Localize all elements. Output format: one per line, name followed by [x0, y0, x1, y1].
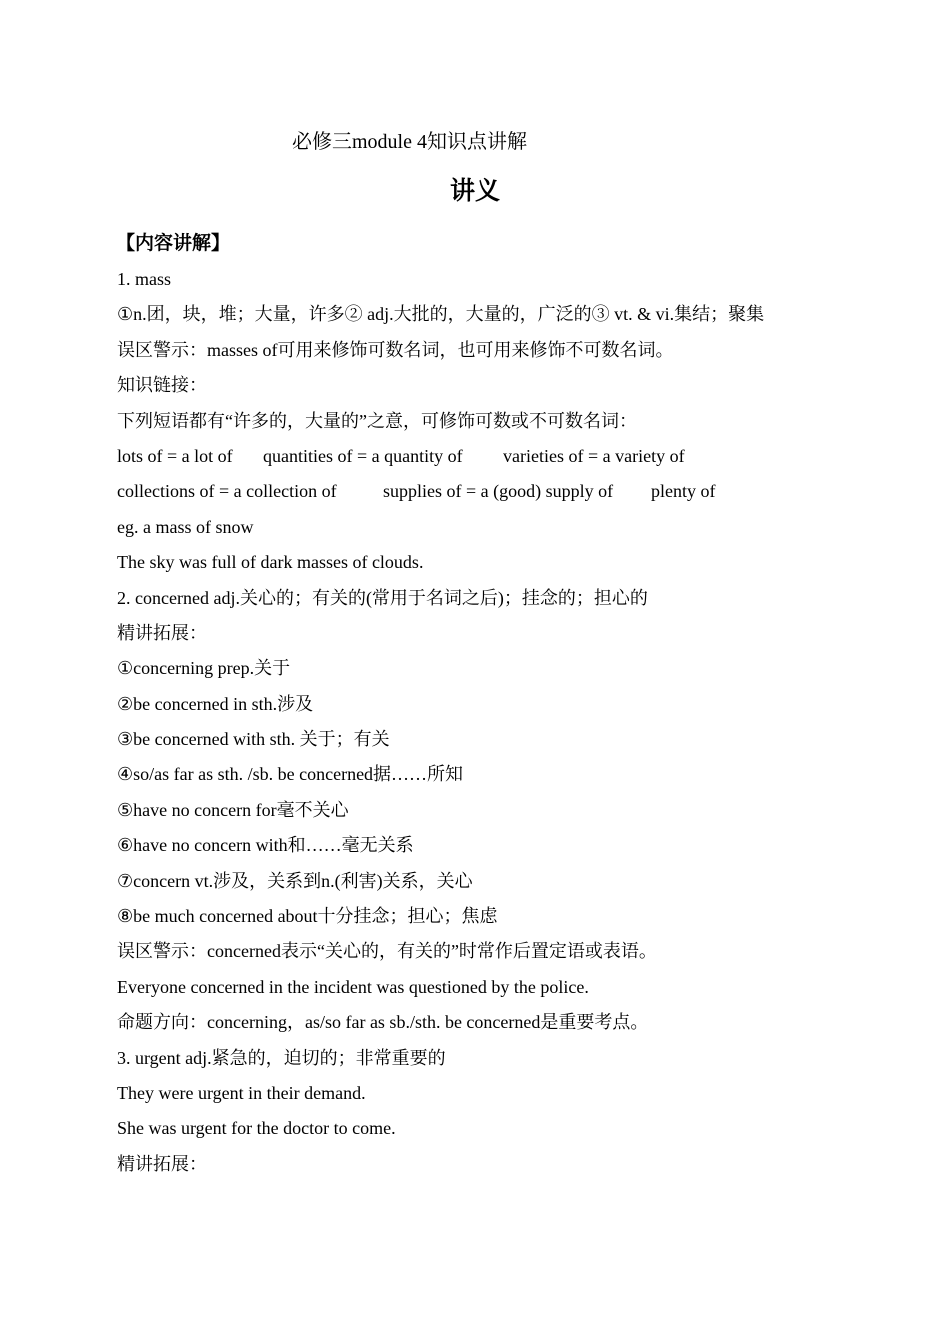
text-line: 2. concerned adj.关心的；有关的(常用于名词之后)；挂念的；担心的	[117, 587, 648, 608]
section-heading: 【内容讲解】	[116, 233, 231, 254]
text-line: ②be concerned in sth.涉及	[117, 693, 314, 714]
phrase-row	[117, 439, 837, 474]
phrase-cell: quantities of = a quantity of	[263, 445, 463, 466]
text-line: 精讲拓展：	[117, 1153, 207, 1174]
text-line: 命题方向：concerning，as/so far as sb./sth. be concerned是重要考点。	[117, 1012, 649, 1033]
text-line: She was urgent for the doctor to come.	[117, 1118, 396, 1139]
phrase-cell: varieties of = a variety of	[503, 445, 685, 466]
phrase-cell: supplies of = a (good) supply of	[383, 481, 614, 502]
text-line: 精讲拓展：	[117, 622, 207, 643]
text-line: 3. urgent adj.紧急的，迫切的；非常重要的	[117, 1047, 446, 1068]
phrase-cell: collections of = a collection of	[117, 481, 337, 502]
text-line: 知识链接：	[117, 375, 207, 396]
text-line: Everyone concerned in the incident was questioned by the police.	[117, 976, 589, 997]
document-subtitle: 讲义	[449, 178, 500, 205]
phrase-cell: lots of = a lot of	[117, 445, 233, 466]
document-body	[117, 262, 837, 1182]
phrase-cell: plenty of	[651, 481, 716, 502]
text-line: ①n.团，块，堆；大量，许多② adj.大批的，大量的，广泛的③ vt. & vi.集结；聚集	[117, 304, 765, 325]
phrase-row	[117, 474, 837, 509]
text-line: ③be concerned with sth. 关于；有关	[117, 729, 390, 750]
text-line: 1. mass	[117, 269, 171, 289]
text-line: 下列短语都有“许多的，大量的”之意，可修饰可数或不可数名词：	[117, 410, 637, 431]
text-line: ①concerning prep.关于	[117, 658, 291, 679]
text-line: The sky was full of dark masses of clouds.	[117, 552, 424, 573]
text-line: ⑧be much concerned about十分挂念；担心；焦虑	[117, 906, 498, 927]
text-line: ⑦concern vt.涉及，关系到n.(利害)关系，关心	[117, 870, 473, 891]
text-line: They were urgent in their demand.	[117, 1082, 366, 1103]
document-title: 必修三module 4知识点讲解	[292, 131, 527, 153]
text-line: eg. a mass of snow	[117, 516, 254, 537]
text-line: 误区警示：concerned表示“关心的，有关的”时常作后置定语或表语。	[117, 941, 657, 962]
text-line: ④so/as far as sth. /sb. be concerned据……所知	[117, 764, 464, 785]
text-line: 误区警示：masses of可用来修饰可数名词，也可用来修饰不可数名词。	[117, 339, 674, 360]
text-line: ⑤have no concern for毫不关心	[117, 799, 349, 820]
text-line: ⑥have no concern with和……毫无关系	[117, 835, 414, 856]
